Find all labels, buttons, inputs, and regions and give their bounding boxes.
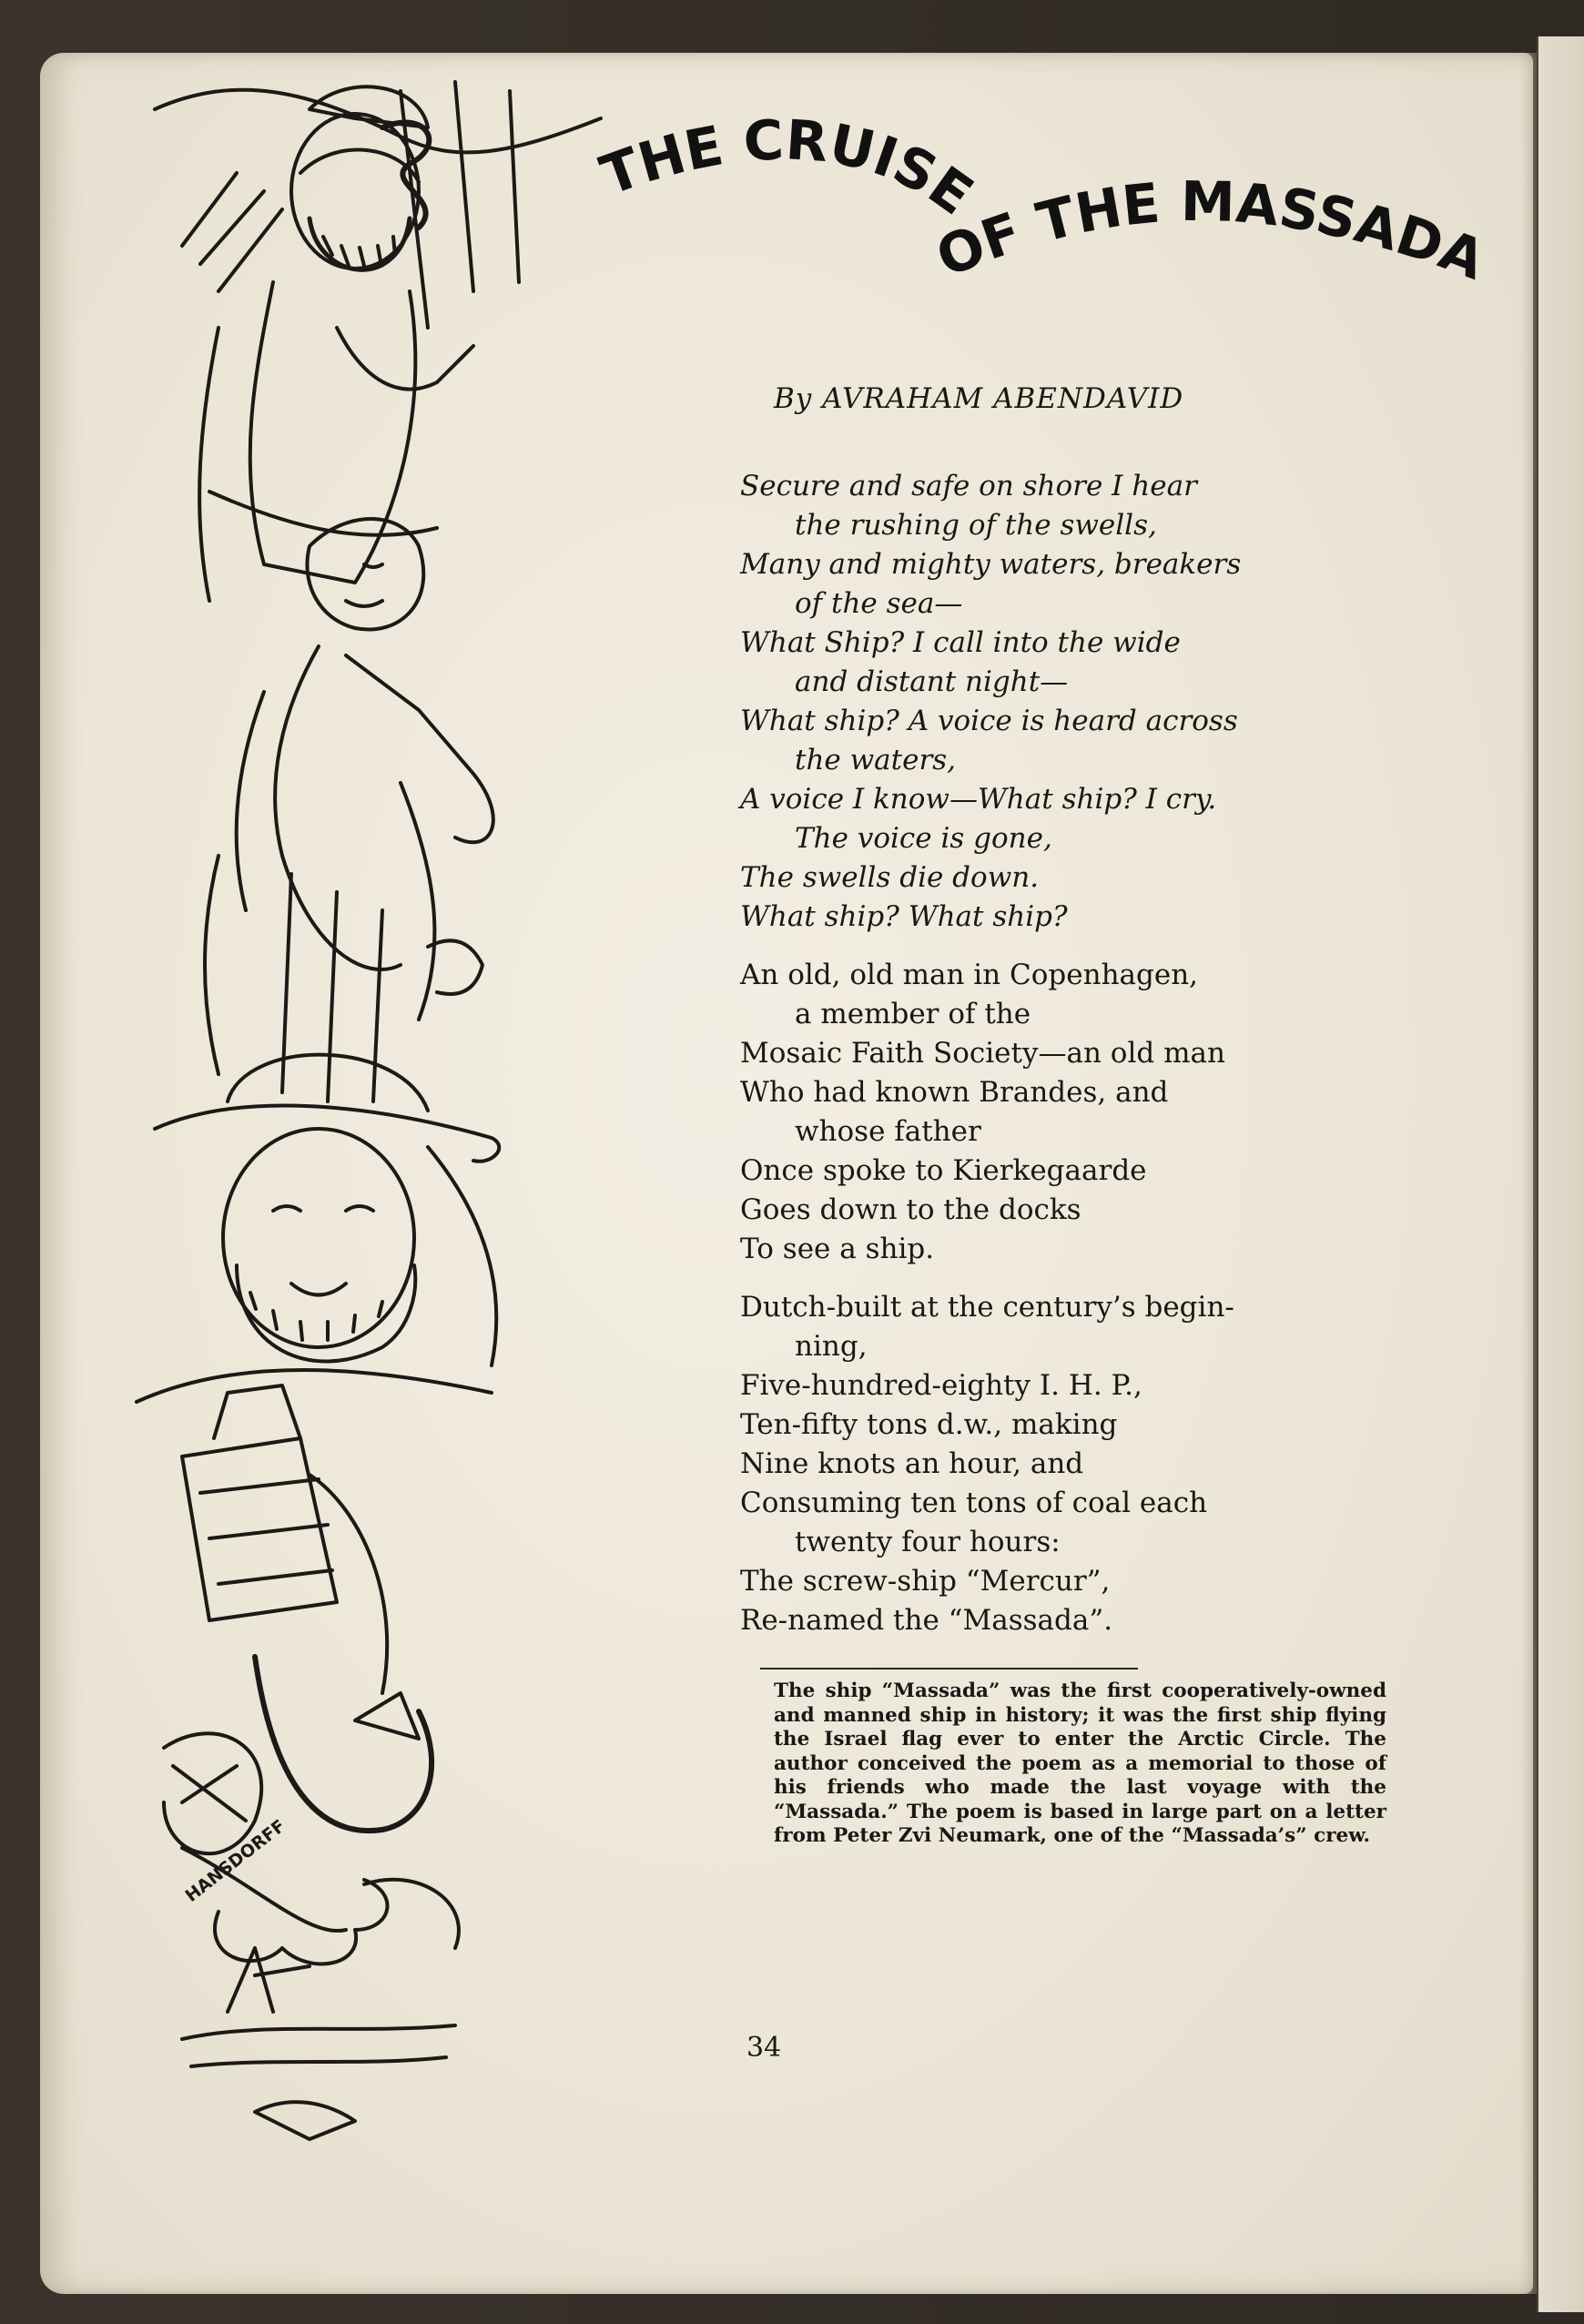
poem-line: the rushing of the swells, [795, 509, 1157, 542]
poem-line: Mosaic Faith Society—an old man [740, 1037, 1225, 1070]
poem-line: What ship? What ship? [740, 900, 1068, 933]
poem-line: twenty four hours: [795, 1526, 1061, 1558]
poem-line: a member of the [795, 998, 1031, 1030]
poem-line: Dutch-built at the century’s begin- [740, 1291, 1234, 1324]
poem-line: The swells die down. [740, 861, 1040, 894]
poem-line: An old, old man in Copenhagen, [740, 959, 1199, 991]
poem-line: What Ship? I call into the wide [740, 626, 1181, 659]
poem-line: Goes down to the docks [740, 1193, 1081, 1226]
footnote: The ship “Massada” was the first cooperatively-owned and manned ship in history; it was the first ship flying the Israel flag ever to enter the Arctic Circle. The author conceived the poem as a memorial to those of his friends who made the last voyage with the “Massada.” The poem is based in large part on a letter from Peter Zvi Neumark, one of the “Massada’s” crew. [774, 1680, 1386, 1847]
poem-line: Five-hundred-eighty I. H. P., [740, 1369, 1142, 1402]
poem-line: Re-named the “Massada”. [740, 1604, 1113, 1637]
poem-line: What ship? A voice is heard across [740, 705, 1238, 737]
poem-line: Once spoke to Kierkegaarde [740, 1154, 1147, 1187]
poem-stanza-1 [740, 467, 1377, 937]
poem-line: The voice is gone, [795, 822, 1052, 855]
title-block [592, 109, 1511, 328]
title-part-1: THE CRUISE [593, 109, 984, 228]
byline: By AVRAHAM ABENDAVID [774, 382, 1184, 415]
facing-page-edge [1537, 36, 1584, 2312]
poem-line: the waters, [795, 744, 957, 776]
poem-line: To see a ship. [740, 1233, 935, 1265]
poem-line: A voice I know—What ship? I cry. [740, 783, 1217, 816]
poem-line: ning, [795, 1330, 868, 1363]
poem-line: and distant night— [795, 665, 1069, 698]
poem-line: of the sea— [795, 587, 963, 620]
poem-line: Consuming ten tons of coal each [740, 1487, 1208, 1519]
poem-line: Nine knots an hour, and [740, 1447, 1084, 1480]
illustrator-signature: HANSDORFF [181, 1815, 289, 1906]
sailor-illustration [127, 55, 637, 2176]
poem-line: Many and mighty waters, breakers [740, 548, 1242, 581]
poem-line: whose father [795, 1115, 981, 1148]
poem-line: The screw-ship “Mercur”, [740, 1565, 1111, 1598]
svg-text:THE CRUISE [593, 109, 984, 228]
poem-stanza-2 [740, 956, 1377, 1269]
poem-line: Ten-fifty tons d.w., making [740, 1408, 1118, 1441]
title-part-2: OF THE MASSADA [928, 169, 1494, 293]
poem [740, 467, 1377, 1640]
page-number: 34 [746, 2032, 782, 2064]
footnote-rule [760, 1668, 1138, 1669]
poem-line: Secure and safe on shore I hear [740, 470, 1197, 502]
svg-text:OF THE MASSADA [928, 170, 1493, 293]
poem-stanza-3 [740, 1288, 1377, 1640]
poem-line: Who had known Brandes, and [740, 1076, 1169, 1109]
